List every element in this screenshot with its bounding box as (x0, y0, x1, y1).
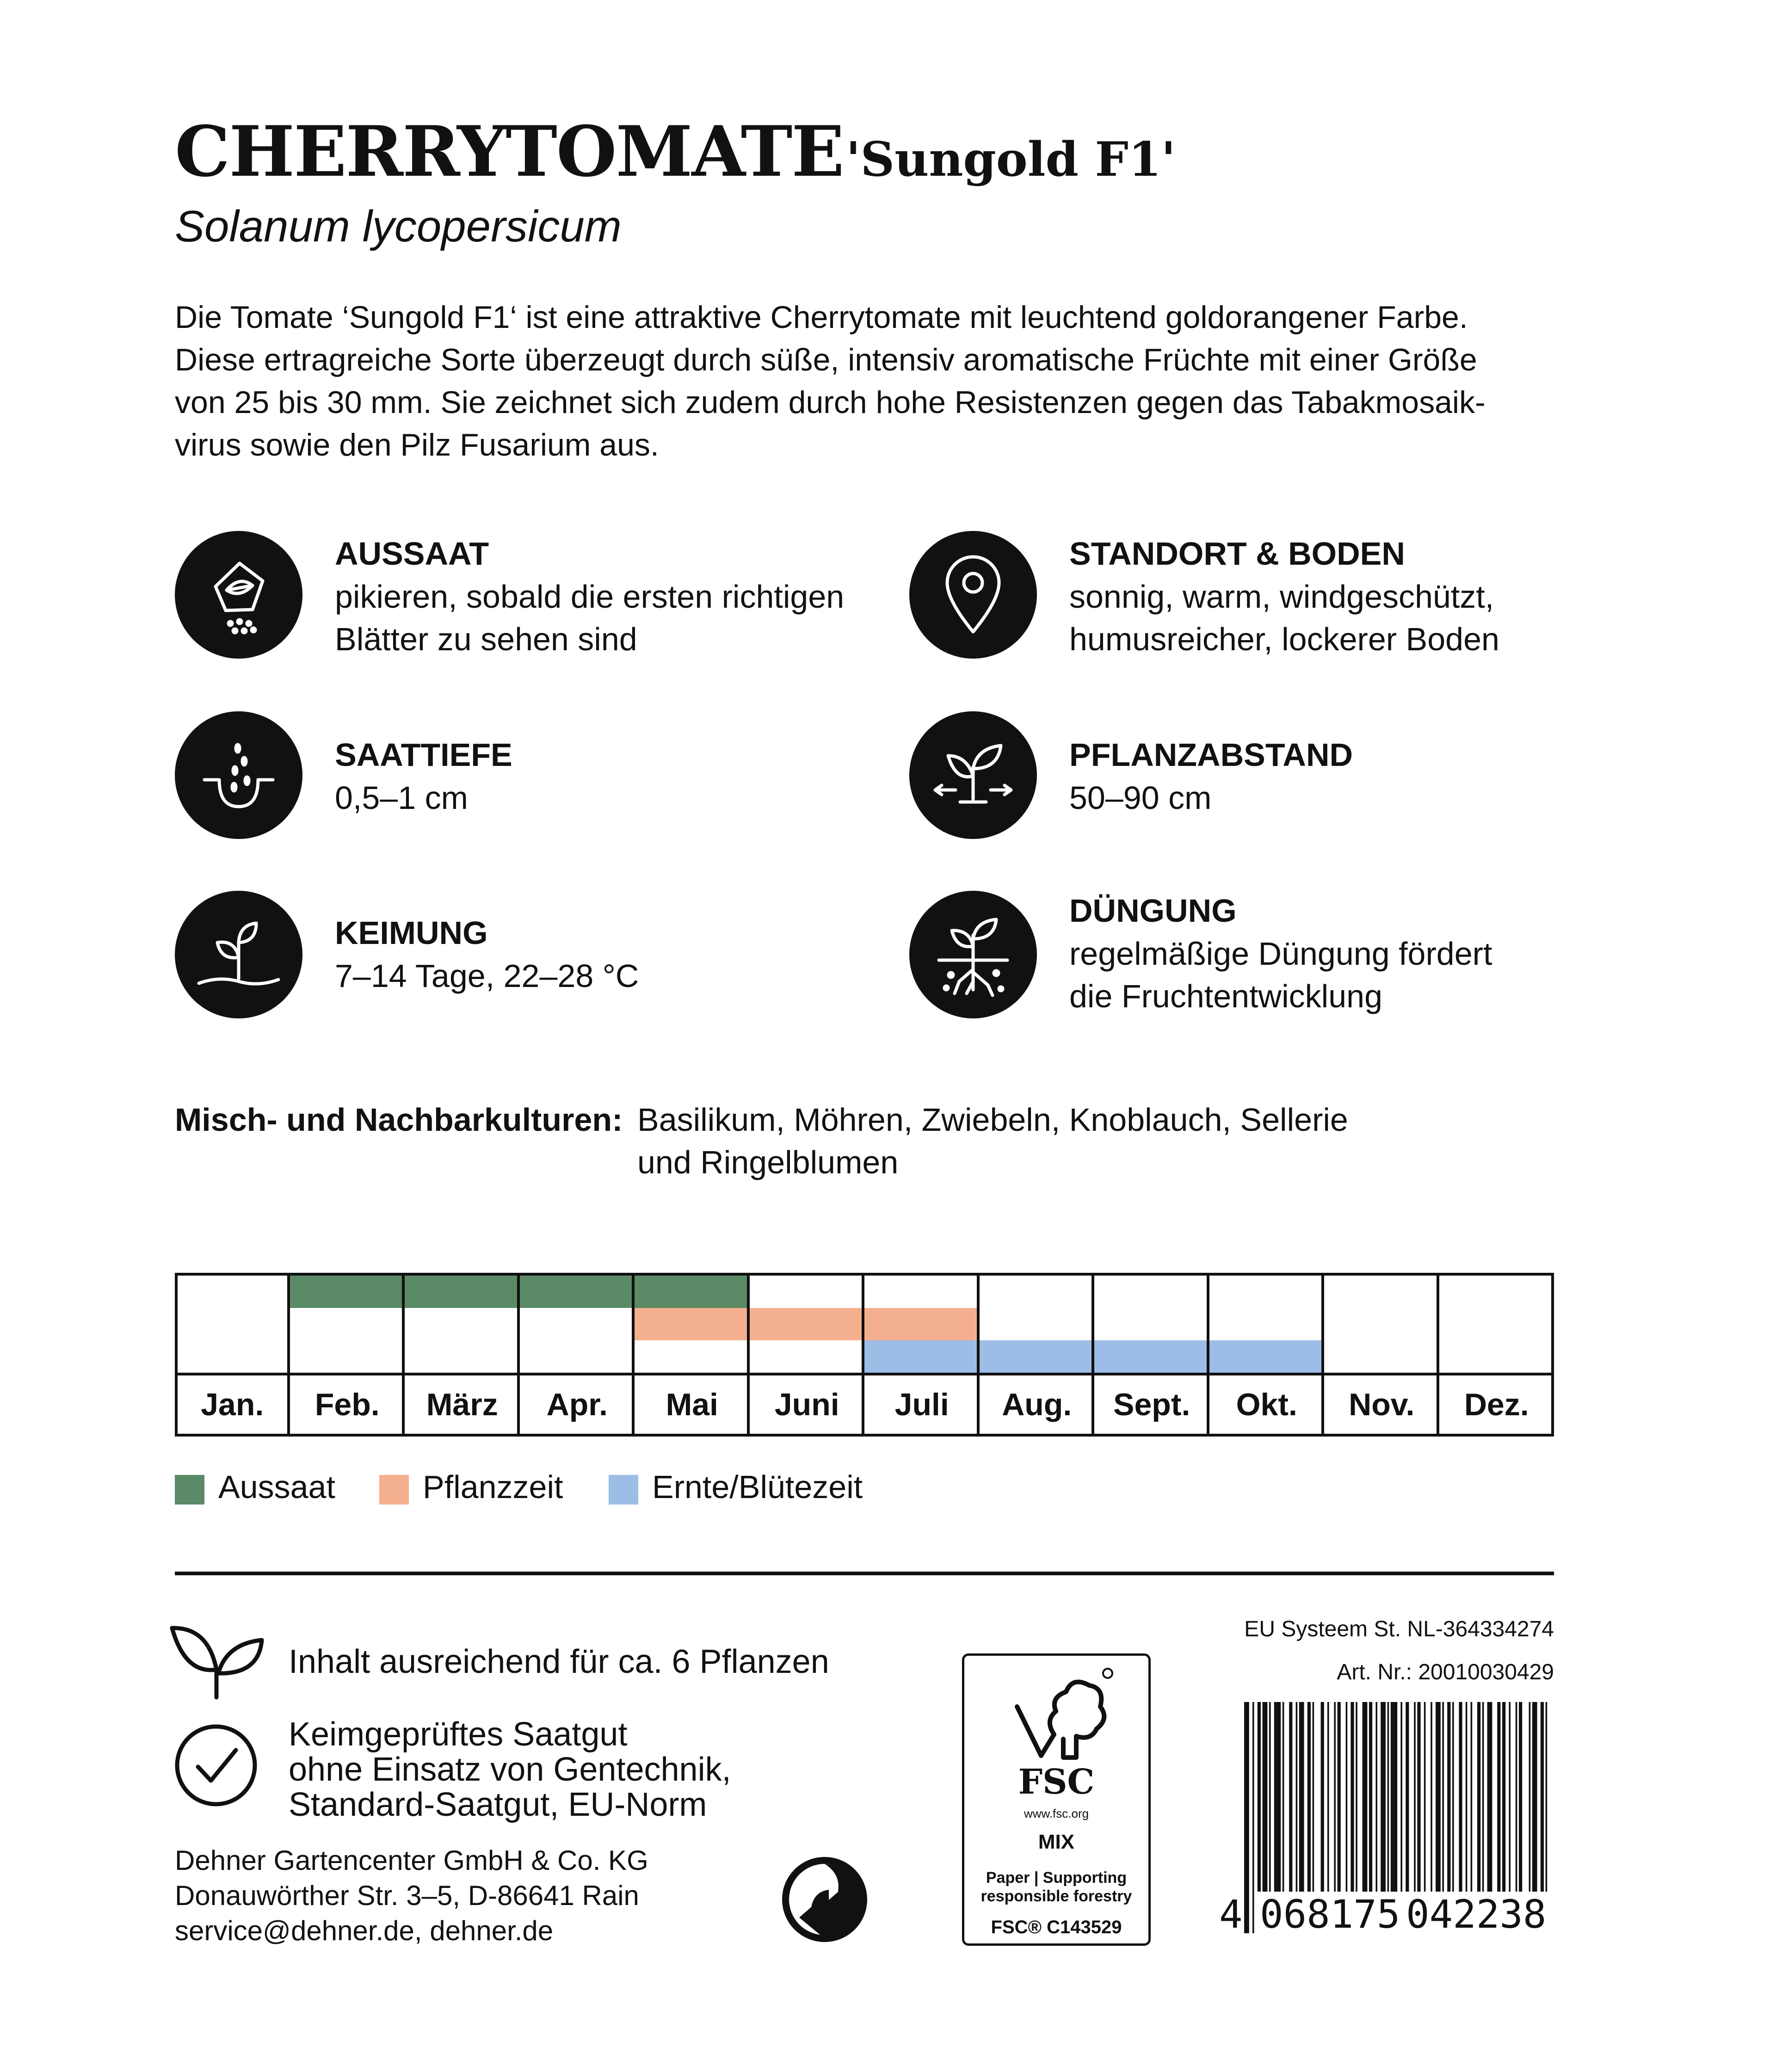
companion-list: und Ringelblumen (637, 1144, 899, 1180)
barcode-bar (1346, 1702, 1348, 1906)
sowing-calendar (175, 1273, 1554, 1437)
quality-note (289, 1717, 731, 1822)
fsc-name: FSC (1018, 1762, 1095, 1802)
fsc-url: www.fsc.org (1024, 1807, 1089, 1820)
product-title (175, 111, 1176, 192)
barcode-bar (1417, 1702, 1420, 1906)
barcode-bar (1269, 1702, 1271, 1906)
plant-spacing-icon (909, 711, 1037, 839)
info-standort-title: STANDORT & BODEN (1069, 536, 1405, 572)
legend-swatch (379, 1475, 409, 1505)
info-duengung-line: die Fruchtentwicklung (1069, 978, 1382, 1014)
calendar-month-label: Feb. (314, 1387, 380, 1422)
calendar-month-label: März (426, 1387, 498, 1422)
company-street: Donauwörther Str. 3–5, D-86641 Rain (175, 1880, 639, 1911)
quality-line: ohne Einsatz von Gentechnik, (289, 1751, 731, 1788)
barcode-bar (1447, 1702, 1450, 1906)
fsc-tree-icon (999, 1665, 1119, 1767)
company-address (175, 1843, 648, 1949)
legend-label: Pflanzzeit (423, 1469, 563, 1505)
description (175, 296, 1562, 466)
fsc-paper-line: responsible forestry (980, 1887, 1132, 1905)
divider (175, 1572, 1554, 1575)
info-aussaat-title: AUSSAAT (335, 536, 489, 572)
seed-depth-icon (175, 711, 302, 839)
info-aussaat-line: pikieren, sobald die ersten richtigen (335, 579, 845, 615)
barcode-bar (1442, 1702, 1444, 1906)
fsc-code: FSC® C143529 (991, 1917, 1122, 1937)
info-pflanzabstand-line: 50–90 cm (1069, 780, 1212, 816)
content-amount: Inhalt ausreichend für ca. 6 Pflanzen (289, 1643, 829, 1680)
eu-system-number: EU Systeem St. NL-364334274 (1244, 1617, 1554, 1641)
barcode-bar (1388, 1702, 1389, 1906)
barcode-bar (1519, 1702, 1522, 1906)
calendar-month-label: Nov. (1349, 1387, 1415, 1422)
barcode-bar (1516, 1702, 1517, 1906)
info-pflanzabstand-title: PFLANZABSTAND (1069, 737, 1353, 773)
barcode-bar (1338, 1702, 1341, 1906)
barcode-bar (1350, 1702, 1354, 1906)
info-aussaat-line: Blätter zu sehen sind (335, 621, 637, 657)
calendar-month-label: Juni (774, 1387, 839, 1422)
quality-line: Keimgeprüftes Saatgut (289, 1716, 628, 1753)
barcode-bar (1529, 1702, 1531, 1906)
barcode-bar (1327, 1702, 1329, 1906)
info-duengung-line: regelmäßige Düngung fördert (1069, 936, 1492, 972)
fsc-mix: MIX (1038, 1831, 1075, 1853)
calendar-month-label: Jan. (201, 1387, 264, 1422)
calendar-month-label: Okt. (1236, 1387, 1297, 1422)
barcode-bar (1263, 1702, 1268, 1906)
barcode-bar (1424, 1702, 1426, 1906)
legend-swatch (609, 1475, 638, 1505)
companion-label: Misch- und Nachbarkulturen: (175, 1102, 623, 1138)
barcode-bar (1477, 1702, 1480, 1906)
barcode-bar (1546, 1702, 1548, 1906)
info-saattiefe (335, 733, 512, 819)
barcode-bar (1400, 1702, 1402, 1906)
barcode-digit-first: 4 (1219, 1892, 1243, 1937)
description-line: Diese ertragreiche Sorte überzeugt durch süße, intensiv aromatische Früchte mit einer Größe (175, 342, 1477, 377)
barcode-bar (1363, 1702, 1368, 1906)
fsc-label (962, 1653, 1151, 1946)
legend-aussaat (175, 1468, 335, 1505)
companion-list: Basilikum, Möhren, Zwiebeln, Knoblauch, Sellerie (637, 1102, 1348, 1138)
barcode-bar (1466, 1702, 1468, 1906)
barcode-bar (1482, 1702, 1484, 1906)
barcode-bar (1381, 1702, 1386, 1906)
barcode-digits-right: 042238 (1403, 1892, 1549, 1937)
barcode-bar (1334, 1702, 1336, 1906)
company-name: Dehner Gartencenter GmbH & Co. KG (175, 1845, 648, 1876)
barcode-bar (1406, 1702, 1409, 1906)
barcode-bar (1321, 1702, 1324, 1906)
info-aussaat (335, 532, 844, 660)
info-standort-line: humusreicher, lockerer Boden (1069, 621, 1499, 657)
barcode-bar (1459, 1702, 1462, 1906)
info-keimung-title: KEIMUNG (335, 915, 488, 951)
description-line: Die Tomate ‘Sungold F1‘ ist eine attraktive Cherrytomate mit leuchtend goldorangener Farbe. (175, 300, 1468, 335)
calendar-divider (175, 1373, 1554, 1375)
barcode-bar (1289, 1702, 1292, 1906)
barcode-bar (1541, 1702, 1544, 1906)
quality-line: Standard-Saatgut, EU-Norm (289, 1786, 707, 1823)
barcode-bar (1391, 1702, 1397, 1906)
plant-roots-icon (909, 891, 1037, 1018)
info-keimung-line: 7–14 Tage, 22–28 °C (335, 958, 639, 994)
info-keimung (335, 911, 639, 997)
fsc-paper-line: Paper | Supporting (986, 1869, 1127, 1887)
description-line: von 25 bis 30 mm. Sie zeichnet sich zudem durch hohe Resistenzen gegen das Tabakmosaik- (175, 385, 1486, 420)
legend-pflanzzeit (379, 1468, 563, 1505)
calendar-month-label: Sept. (1113, 1387, 1190, 1422)
barcode-bar (1274, 1702, 1281, 1906)
barcode-bar (1283, 1702, 1284, 1906)
calendar-month-label: Dez. (1464, 1387, 1529, 1422)
barcode-bar (1471, 1702, 1473, 1906)
info-standort (1069, 532, 1499, 660)
leaves-icon (166, 1619, 268, 1702)
barcode-bar (1258, 1702, 1261, 1906)
barcode-bar (1502, 1702, 1505, 1906)
location-pin-icon (909, 531, 1037, 659)
info-saattiefe-title: SAATTIEFE (335, 737, 512, 773)
barcode-bar (1313, 1702, 1314, 1906)
barcode-bar (1509, 1702, 1511, 1906)
barcode-bar (1307, 1702, 1311, 1906)
company-contact: service@dehner.de, dehner.de (175, 1915, 554, 1946)
barcode-bar (1452, 1702, 1454, 1906)
calendar-month-label: Apr. (546, 1387, 608, 1422)
barcode-bar (1414, 1702, 1416, 1906)
info-pflanzabstand (1069, 733, 1353, 819)
fsc-paper (964, 1868, 1148, 1906)
barcode (1219, 1702, 1554, 1938)
info-standort-line: sonnig, warm, windgeschützt, (1069, 579, 1494, 615)
article-number: Art. Nr.: 20010030429 (1337, 1660, 1554, 1684)
calendar-month-label: Mai (666, 1387, 718, 1422)
recycling-icon (781, 1856, 869, 1943)
info-duengung (1069, 889, 1492, 1018)
legend-swatch (175, 1475, 204, 1505)
title-main: CHERRYTOMATE (175, 111, 844, 192)
barcode-bar (1431, 1702, 1432, 1906)
barcode-bar (1299, 1702, 1304, 1906)
barcode-bar (1252, 1702, 1254, 1933)
legend-ernte (609, 1468, 863, 1505)
description-line: virus sowie den Pilz Fusarium aus. (175, 427, 659, 462)
barcode-bar (1356, 1702, 1357, 1906)
title-variety: 'Sungold F1' (846, 132, 1176, 187)
info-saattiefe-line: 0,5–1 cm (335, 780, 468, 816)
info-duengung-title: DÜNGUNG (1069, 893, 1237, 929)
barcode-bar (1296, 1702, 1298, 1906)
latin-name: Solanum lycopersicum (175, 202, 622, 251)
calendar-month-label: Aug. (1002, 1387, 1072, 1422)
barcode-bar (1532, 1702, 1537, 1906)
legend-label: Ernte/Blütezeit (652, 1469, 863, 1505)
seed-packet-icon (175, 531, 302, 659)
barcode-bar (1436, 1702, 1441, 1906)
check-circle-icon (172, 1721, 260, 1809)
legend-label: Aussaat (218, 1469, 335, 1505)
sprout-icon (175, 891, 302, 1018)
barcode-digits-left: 068175 (1257, 1892, 1403, 1937)
calendar-month-label: Juli (894, 1387, 949, 1422)
